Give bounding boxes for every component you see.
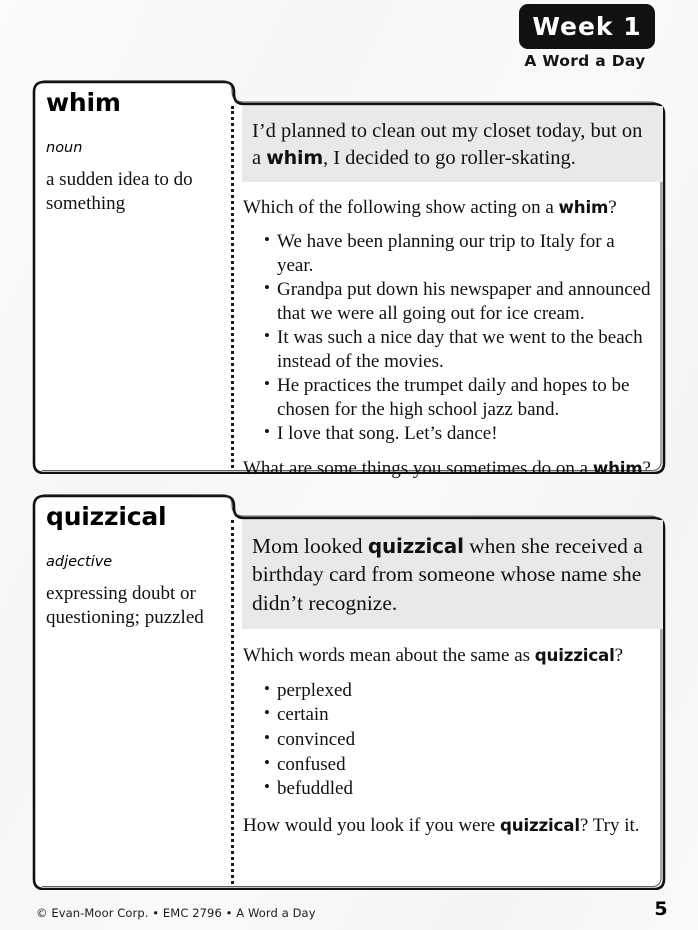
answer-choice: • certain: [264, 703, 653, 727]
part-of-speech: adjective: [46, 554, 113, 570]
answer-choice: • It was such a nice day that we went to the beach instead of the movies.: [264, 326, 653, 373]
word-definition: expressing doubt or questioning; puzzled: [46, 583, 204, 629]
target-word: whim: [266, 146, 323, 169]
word-entry-card: [32, 80, 666, 479]
target-word: quizzical: [534, 645, 615, 666]
target-word: whim: [558, 197, 609, 218]
answer-choice: • befuddled: [264, 777, 653, 801]
answer-choice: • convinced: [264, 728, 653, 752]
exercise-column: [243, 520, 653, 837]
target-word: quizzical: [367, 534, 464, 558]
word-entry-card: [32, 494, 666, 890]
column-divider: [231, 520, 234, 884]
copyright-footer: © Evan-Moor Corp. • EMC 2796 • A Word a Day: [36, 906, 316, 920]
target-word: quizzical: [500, 814, 580, 835]
answer-choice: • We have been planning our trip to Italy for a year.: [264, 230, 653, 277]
answer-choice: • He practices the trumpet daily and hopes to be chosen for the high school jazz band.: [264, 374, 653, 421]
vocabulary-word: whim: [46, 88, 121, 117]
series-title: A Word a Day: [524, 52, 646, 70]
exercise-prompt: Which words mean about the same as quizzical?: [243, 645, 624, 667]
word-column: [46, 494, 232, 630]
answer-choice: • I love that song. Let’s dance!: [264, 422, 653, 446]
answer-choice: • Grandpa put down his newspaper and announced that we were all going out for ice cream.: [264, 278, 653, 325]
column-divider: [231, 106, 234, 468]
closing-prompt: What are some things you sometimes do on a whim?: [243, 457, 651, 479]
week-label: Week 1: [532, 12, 642, 41]
answer-choice: • perplexed: [264, 679, 653, 703]
answer-choice: • confused: [264, 753, 653, 777]
exercise-column: [243, 106, 653, 481]
exercise-prompt: Which of the following show acting on a whim?: [243, 197, 617, 219]
answer-choice-list: [264, 230, 653, 446]
target-word: whim: [592, 457, 643, 478]
page-number: 5: [654, 898, 668, 920]
closing-prompt: How would you look if you were quizzical? Try it.: [243, 814, 640, 836]
example-sentence: I’d planned to clean out my closet today, but on a whim, I decided to go roller-skating.: [242, 106, 663, 182]
word-definition: a sudden idea to do something: [46, 169, 193, 215]
word-column: [46, 80, 232, 216]
week-badge: [519, 4, 655, 49]
answer-choice-list: [264, 679, 653, 801]
example-sentence: Mom looked quizzical when she received a birthday card from someone whose name she didn’t recognize.: [242, 520, 663, 629]
part-of-speech: noun: [46, 140, 83, 156]
vocabulary-word: quizzical: [46, 502, 167, 531]
